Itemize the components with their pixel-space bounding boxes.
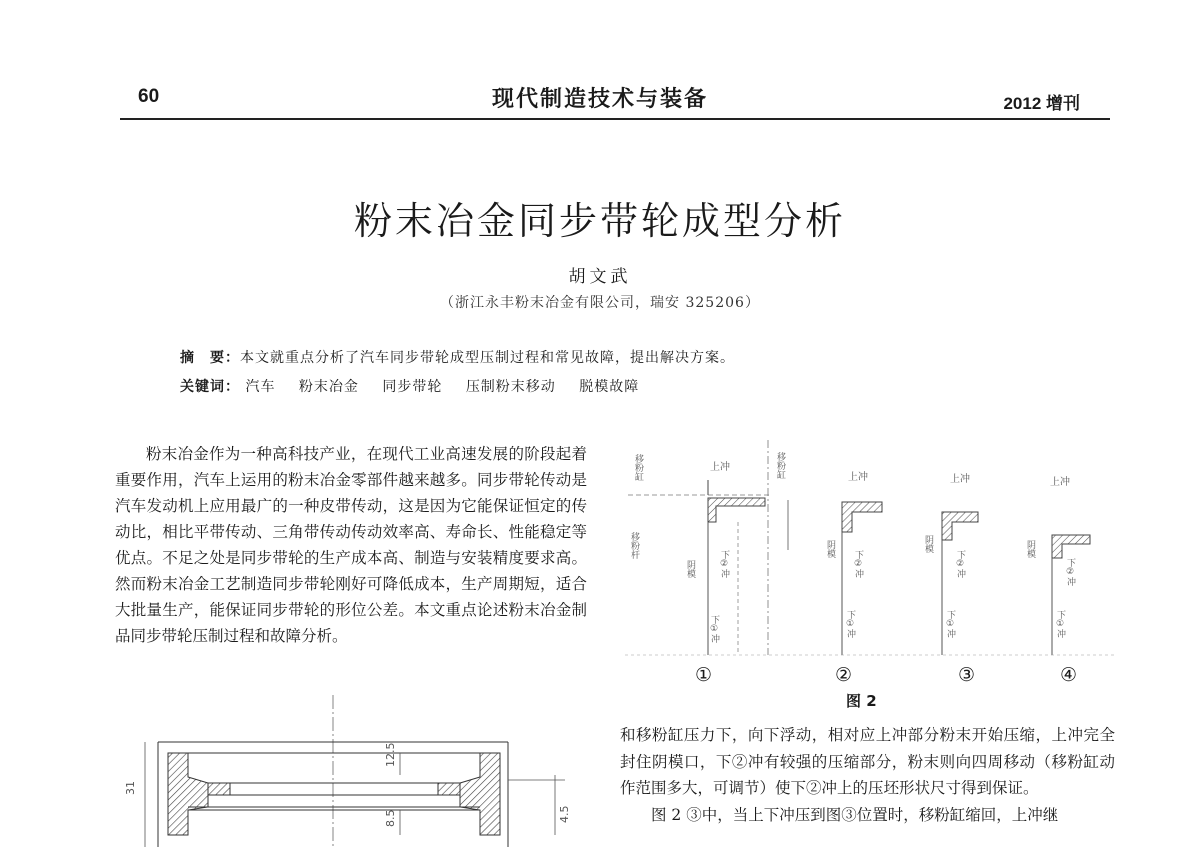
keyword: 压制粉末移动 (465, 379, 556, 395)
lower-punch-1-label: 下①冲 (945, 610, 955, 638)
text-line: 带轮的形位公差。本文重点论述粉末冶金制品同步带轮压制过 (115, 601, 587, 645)
text-line: 率高、寿命长、性能稳定等优点。不足之处是同步带轮的生产成 (115, 523, 587, 567)
text-line: 程和故障分析。 (239, 627, 348, 645)
author: 胡文武 (568, 267, 632, 287)
figure-1-drawing (110, 695, 590, 847)
page-number: 60 (138, 86, 160, 107)
text-line: 为它能保证恒定的传动比，相比平带传动、三角带传动传动效 (115, 497, 587, 541)
text-line: 和移粉缸压力下，向下浮动，相对应上冲部分粉末开始压缩，上 (620, 726, 1068, 744)
affiliation: （浙江永丰粉末冶金有限公司，瑞安 325206） (440, 295, 760, 311)
keyword: 汽车 (245, 379, 276, 395)
stage-2-diagram (775, 451, 882, 655)
text-line: 轮刚好可降低成本，生产周期短，适合大批量生产，能保证同步 (115, 575, 587, 619)
figure-2-caption: 图 2 (846, 692, 877, 710)
upper-punch-label: 上冲 (710, 462, 730, 473)
die-label: 阴模 (1025, 540, 1035, 558)
stage-label: ③ (958, 664, 976, 686)
dim-label: 12.5 (384, 742, 397, 767)
stage-1-diagram (628, 440, 770, 655)
abstract-text: 本文就重点分析了汽车同步带轮成型压制过程和常见故障，提出解决方案。 (240, 350, 735, 366)
lower-punch-2-label: 下②冲 (719, 550, 729, 578)
upper-punch-label: 上冲 (950, 474, 970, 485)
issue-label: 2012 增刊 (1003, 94, 1080, 113)
journal-title: 现代制造技术与装备 (491, 86, 708, 112)
keyword: 粉末冶金 (298, 379, 359, 395)
die-label: 阴模 (923, 535, 933, 553)
text-line: 移动（移粉缸动作范围多大，可调节）使下②冲上的压坯形状尺 (620, 752, 1115, 797)
text-line: 寸得到保证。 (945, 779, 1039, 797)
move-cylinder-label: 移粉缸 (633, 454, 643, 481)
figure-2-drawing (620, 440, 1120, 665)
die-label: 阴模 (685, 560, 695, 578)
abstract-label: 摘 要： (180, 350, 240, 366)
abstract (180, 347, 735, 367)
lower-punch-1-label: 下①冲 (1055, 610, 1065, 638)
move-rod-label: 移粉杆 (629, 532, 639, 559)
lower-punch-2-label: 下②冲 (1065, 558, 1075, 586)
text-line: 冲完全封住阴模口，下②冲有较强的压缩部分，粉末则向四周 (620, 726, 1115, 771)
lower-punch-2-label: 下②冲 (955, 550, 965, 578)
lower-punch-1-label: 下①冲 (709, 615, 719, 643)
dim-label: 31 (124, 781, 137, 795)
text-line: 段起着重要作用，汽车上运用的粉末冶金零部件越来越多。同 (115, 445, 587, 489)
text-line: 本高、制造与安装精度要求高。然而粉末冶金工艺制造同步带 (115, 549, 587, 593)
text-line: 步带轮传动是汽车发动机上应用最广的一种皮带传动，这是因 (115, 471, 587, 515)
text-line: 图 2 ③中，当上下冲压到图③位置时，移粉缸缩回，上冲继 (651, 805, 1059, 824)
header-rule (120, 118, 1110, 120)
lower-punch-2-label: 下②冲 (853, 550, 863, 578)
article-title: 粉末冶金同步带轮成型分析 (353, 199, 846, 243)
text-line: 粉末冶金作为一种高科技产业，在现代工业高速发展的阶 (146, 445, 540, 463)
stage-3-diagram (923, 472, 978, 655)
upper-punch-label: 上冲 (1050, 477, 1070, 488)
stage-label: ① (695, 664, 713, 686)
die-label: 阴模 (825, 540, 835, 558)
stage-label: ④ (1060, 664, 1078, 686)
dim-label: 4.5 (558, 805, 571, 823)
keyword: 同步带轮 (382, 379, 443, 395)
right-column-text (620, 722, 1115, 828)
keywords-label: 关键词： (180, 379, 240, 395)
upper-punch-label: 上冲 (848, 472, 868, 483)
stage-4-diagram (1025, 475, 1090, 655)
move-cylinder-label: 移粉缸 (775, 452, 785, 479)
stage-label: ② (835, 664, 853, 686)
dim-label: 8.5 (384, 809, 397, 827)
keywords (180, 376, 657, 396)
keyword: 脱模故障 (579, 379, 640, 395)
intro-paragraph (115, 441, 587, 649)
lower-punch-1-label: 下①冲 (845, 610, 855, 638)
